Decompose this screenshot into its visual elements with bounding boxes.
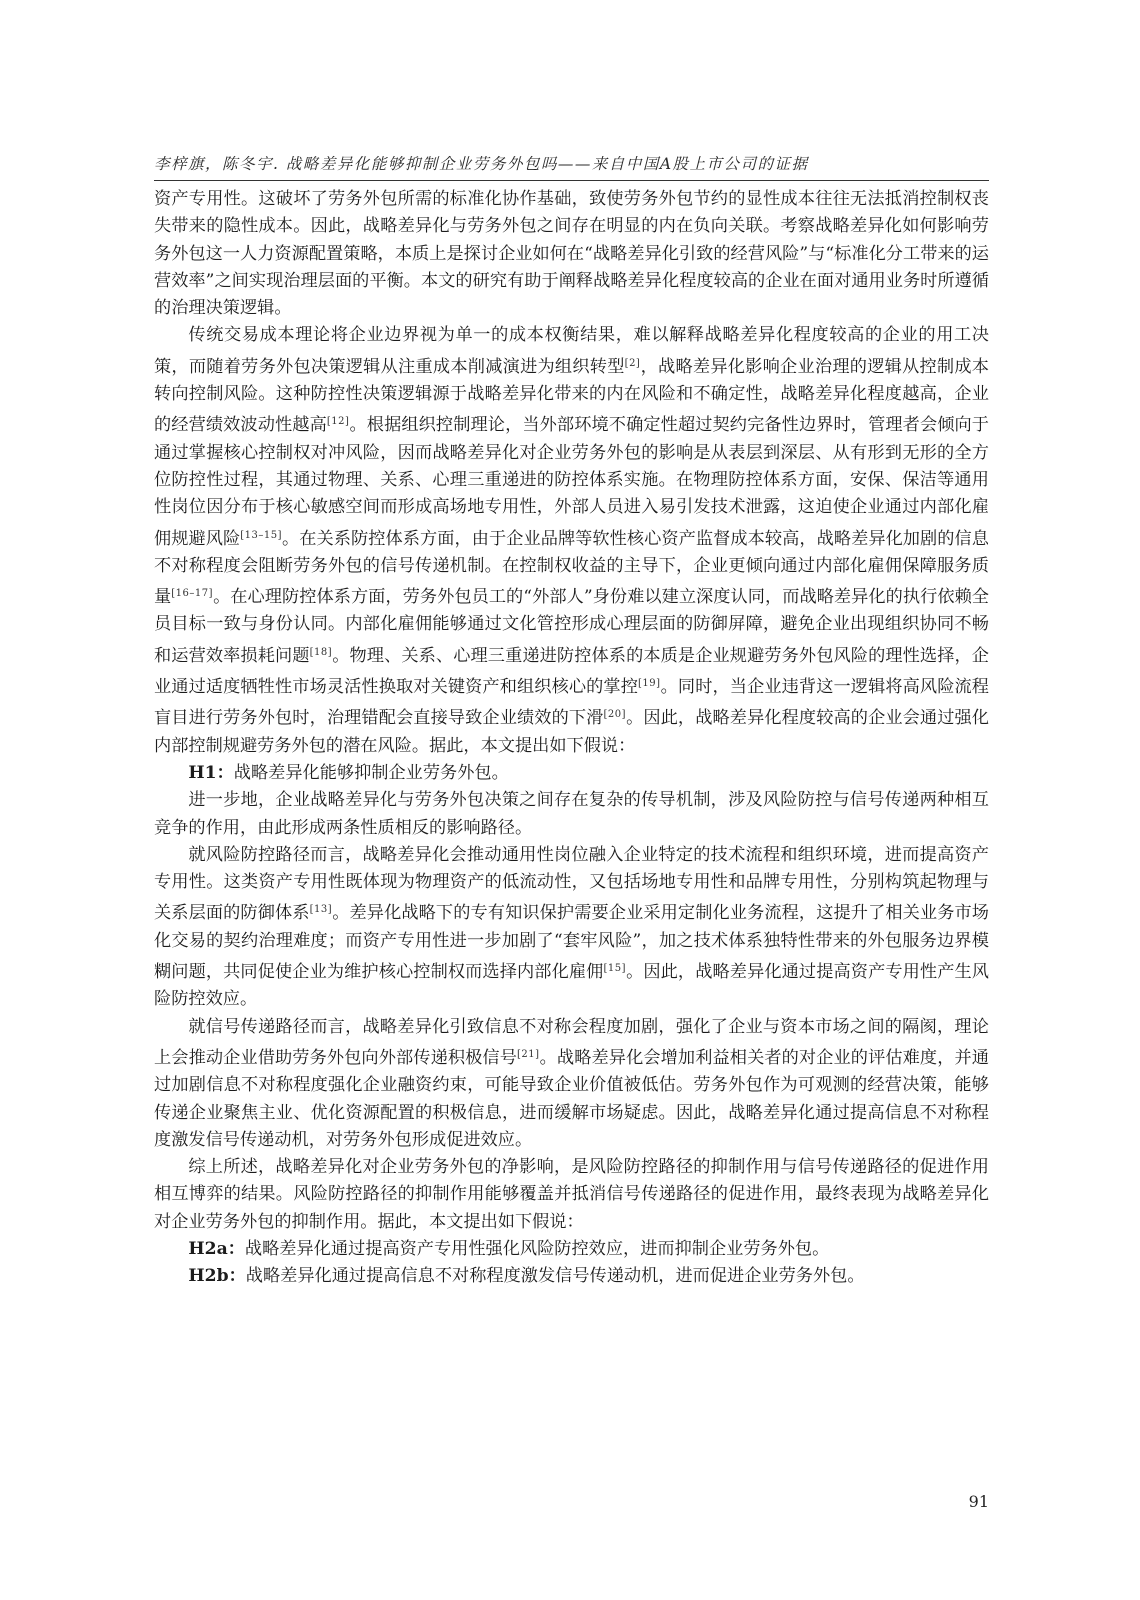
hypothesis-label: H2a： bbox=[188, 1238, 245, 1259]
paragraph-text: 。差异化战略下的专有知识保护需要企业采用定制化业务流程，这提升了相关业务市场化交易的契约治理难度；而资产专用性进一步加剧了“套牢风险”，加之技术体系独特性带来的外包服务边界模糊问题，共同促使企业为维护核心控制权而选择内部化雇佣 bbox=[154, 903, 989, 983]
body-paragraph bbox=[154, 1014, 989, 1154]
paragraph-text: 。因此，战略差异化通过提高资产专用性产生风险防控效应。 bbox=[154, 962, 989, 1010]
paragraph-text: 。在关系防控体系方面，由于企业品牌等软性核心资产监督成本较高，战略差异化加剧的信息不对称程度会阻断劳务外包的信号传递机制。在控制权收益的主导下，企业更倾向通过内部化雇佣保障服务质量 bbox=[154, 528, 989, 608]
citation-marker: [13] bbox=[309, 904, 333, 916]
paragraph-text: 综上所述，战略差异化对企业劳务外包的净影响，是风险防控路径的抑制作用与信号传递路径的促进作用相互博弈的结果。风险防控路径的抑制作用能够覆盖并抵消信号传递路径的促进作用，最终表现为战略差异化对企业劳务外包的抑制作用。据此，本文提出如下假说： bbox=[154, 1157, 989, 1232]
paragraph-text: 就信号传递路径而言，战略差异化引致信息不对称会程度加剧，强化了企业与资本市场之间的隔阂，理论上会推动企业借助劳务外包向外部传递积极信号 bbox=[154, 1016, 989, 1068]
paragraph-text: 战略差异化通过提高信息不对称程度激发信号传递动机，进而促进企业劳务外包。 bbox=[245, 1266, 865, 1287]
citation-marker: [20] bbox=[603, 709, 626, 721]
citation-marker: [21] bbox=[517, 1048, 540, 1060]
citation-marker: [19] bbox=[638, 678, 661, 690]
citation-marker: [16–17] bbox=[171, 588, 214, 600]
body-paragraph bbox=[154, 186, 989, 322]
body-paragraph bbox=[154, 787, 989, 842]
hypothesis-label: H1： bbox=[188, 762, 234, 783]
citation-marker: [13–15] bbox=[240, 529, 282, 541]
paragraph-text: 。因此，战略差异化程度较高的企业会通过强化内部控制规避劳务外包的潜在风险。据此，本文提出如下假说： bbox=[154, 708, 989, 756]
running-header: 李梓旗，陈冬宇. 战略差异化能够抑制企业劳务外包吗——来自中国A股上市公司的证据 bbox=[154, 155, 809, 173]
body-paragraph bbox=[154, 1154, 989, 1236]
paragraph-text: 传统交易成本理论将企业边界视为单一的成本权衡结果，难以解释战略差异化程度较高的企业的用工决策，而随着劳务外包决策逻辑从注重成本削减演进为组织转型 bbox=[154, 325, 989, 377]
citation-marker: [2] bbox=[624, 357, 641, 369]
paragraph-text: 。在心理防控体系方面，劳务外包员工的“外部人”身份难以建立深度认同，而战略差异化的执行依赖全员目标一致与身份认同。内部化雇佣能够通过文化管控形成心理层面的防御屏障，避免企业出现组织协同不畅和运营效率损耗问题 bbox=[154, 587, 989, 666]
hypothesis-label: H2b： bbox=[188, 1266, 246, 1287]
hypothesis-paragraph bbox=[154, 1236, 989, 1263]
paragraph-text: 。战略差异化会增加利益相关者的对企业的评估难度，并通过加剧信息不对称程度强化企业融资约束，可能导致企业价值被低估。劳务外包作为可观测的经营决策，能够传递企业聚焦主业、优化资源配置的积极信息，进而缓解市场疑虑。因此，战略差异化通过提高信息不对称程度激发信号传递动机，对劳务外包形成促进效应。 bbox=[154, 1047, 989, 1150]
paragraph-text: 资产专用性。这破坏了劳务外包所需的标准化协作基础，致使劳务外包节约的显性成本往往无法抵消控制权丧失带来的隐性成本。因此，战略差异化与劳务外包之间存在明显的内在负向关联。考察战略差异化如何影响劳务外包这一人力资源配置策略，本质上是探讨企业如何在“战略差异化引致的经营风险”与“标准化分工带来的运营效率”之间实现治理层面的平衡。本文的研究有助于阐释战略差异化程度较高的企业在面对通用业务时所遵循的治理决策逻辑。 bbox=[154, 189, 989, 319]
paragraph-text: 战略差异化通过提高资产专用性强化风险防控效应，进而抑制企业劳务外包。 bbox=[244, 1238, 830, 1259]
paragraph-text: 进一步地，企业战略差异化与劳务外包决策之间存在复杂的传导机制，涉及风险防控与信号传递两种相互竞争的作用，由此形成两条性质相反的影响路径。 bbox=[154, 790, 989, 838]
citation-marker: [15] bbox=[603, 963, 626, 975]
paragraph-text: 就风险防控路径而言，战略差异化会推动通用性岗位融入企业特定的技术流程和组织环境，进而提高资产专用性。这类资产专用性既体现为物理资产的低流动性，又包括场地专用性和品牌专用性，分别构筑起物理与关系层面的防御体系 bbox=[154, 844, 989, 924]
body-paragraph bbox=[154, 842, 989, 1014]
paragraph-text: 战略差异化能够抑制企业劳务外包。 bbox=[233, 762, 509, 783]
paragraph-text: 。根据组织控制理论，当外部环境不确定性超过契约完备性边界时，管理者会倾向于通过掌握核心控制权对冲风险，因而战略差异化对企业劳务外包的影响是从表层到深层、从有形到无形的全方位防控性过程，其通过物理、关系、心理三重递进的防控体系实施。在物理防控体系方面，安保、保洁等通用性岗位因分布于核心敏感空间而形成高场地专用性，外部人员进入易引发技术泄露，这迫使企业通过内部化雇佣规避风险 bbox=[154, 415, 989, 549]
citation-marker: [18] bbox=[309, 646, 333, 658]
hypothesis-paragraph bbox=[154, 1263, 989, 1290]
hypothesis-paragraph bbox=[154, 760, 989, 787]
citation-marker: [12] bbox=[326, 416, 350, 428]
article-body bbox=[154, 186, 989, 1291]
header-rule bbox=[154, 180, 989, 181]
paragraph-text: ，战略差异化影响企业治理的逻辑从控制成本转向控制风险。这种防控性决策逻辑源于战略差异化带来的内在风险和不确定性，战略差异化程度越高，企业的经营绩效波动性越高 bbox=[154, 356, 989, 436]
page-number: 91 bbox=[968, 1492, 989, 1511]
paragraph-text: 。同时，当企业违背这一逻辑将高风险流程盲目进行劳务外包时，治理错配会直接导致企业绩效的下滑 bbox=[154, 677, 989, 729]
paragraph-text: 。物理、关系、心理三重递进防控体系的本质是企业规避劳务外包风险的理性选择，企业通过适度牺牲性市场灵活性换取对关键资产和组织核心的掌控 bbox=[154, 645, 989, 698]
body-paragraph bbox=[154, 322, 989, 759]
